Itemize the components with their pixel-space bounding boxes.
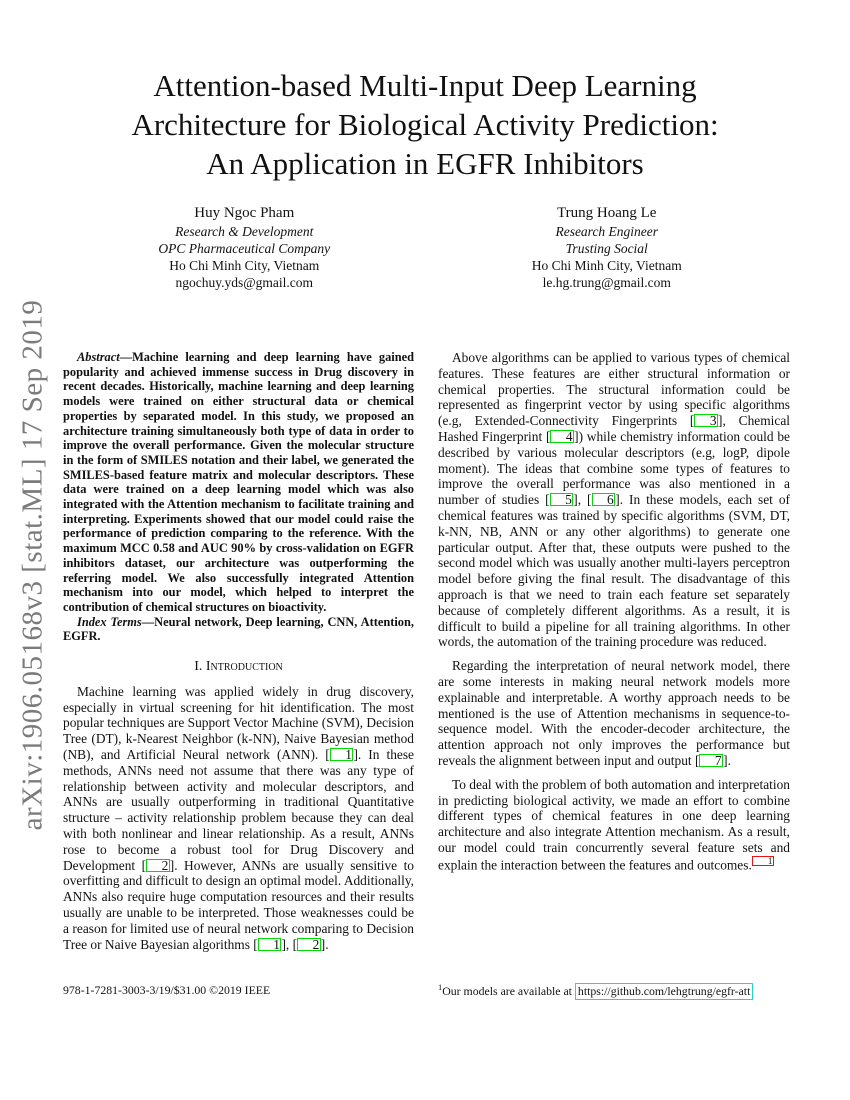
- arxiv-watermark: arXiv:1906.05168v3 [stat.ML] 17 Sep 2019: [16, 299, 49, 831]
- citation-link[interactable]: 2: [297, 938, 321, 951]
- right-column: [438, 350, 790, 873]
- body-paragraph: Regarding the interpretation of neural network model, there are some interests in making neural network models more explainable and interpretable. A worthy approach needs to be mentioned is the use of Attention mechanisms in sequence-to-sequence model. With the encoder-decoder architecture, the attention approach not only improves the performance but reveals the alignment between input and output [ 7 ].: [438, 658, 790, 768]
- citation-link[interactable]: 1: [330, 748, 354, 761]
- ieee-copyright-notice: 978-1-7281-3003-3/19/$31.00 ©2019 IEEE: [63, 983, 271, 997]
- author-block-2: [426, 204, 789, 291]
- author-affiliation: OPC Pharmaceutical Company: [158, 241, 331, 256]
- paper-title-line-1: Attention-based Multi-Input Deep Learning: [153, 68, 697, 103]
- left-column: [63, 350, 414, 952]
- index-terms-body: —Neural network, Deep learning, CNN, Attention, EGFR.: [63, 614, 414, 644]
- abstract-lead: Abstract: [77, 350, 120, 364]
- footnote-marker-link[interactable]: 1: [752, 856, 775, 866]
- author-block-1: [63, 204, 426, 291]
- author-city: Ho Chi Minh City, Vietnam: [169, 258, 320, 273]
- citation-link[interactable]: 7: [699, 754, 723, 767]
- author-email: ngochuy.yds@gmail.com: [175, 275, 314, 290]
- authors-row: [63, 204, 788, 291]
- citation-link[interactable]: 4: [550, 430, 574, 443]
- author-role: Research Engineer: [555, 224, 659, 239]
- body-paragraph: Above algorithms can be applied to various types of chemical features. These features are either structural information or chemical properties. The structural information could be represented as fingerprint vector by using specific algorithms (e.g, Extended-Connectivity Fingerprints [ 3 ], Chemical Hashed Fingerprint [ 4 ]) while chemistry information could be described by various molecular descriptors (e.g, logP, dipole moment). The ideas that combine some types of features to improve the overall performance was also mentioned in a number of studies [ 5 ], [ 6 ]. In these models, each set of chemical features was trained by specific algorithms (SVM, DT, k-NN, NB, ANN or any other algorithms) to generate one particular output. After that, these outputs were pushed to the second model which was usually another multi-layers perceptron model before giving the final result. The disadvantage of this approach is that we need to train each feature set separately because of completely different algorithms. As a result, it is difficult to build a pipeline for all training algorithms. In other words, the automation of the training procedure was reduced.: [438, 350, 790, 650]
- introduction-paragraph: Machine learning was applied widely in drug discovery, especially in virtual screening for hit identification. The most popular techniques are Support Vector Machine (SVM), Decision Tree (DT), k-Nearest Neighbor (k-NN), Naive Bayesian method (NB), and Artificial Neural network (ANN). [ 1 ]. In these methods, ANNs need not assume that there was any type of relationship between activity and molecular descriptors, and ANNs are usually outperforming in traditional Quantitative structure – activity relationship problem because they can deal with both nonlinear and linear relationship. As a result, ANNs rose to become a robust tool for Drug Discovery and Development [ 2 ]. However, ANNs are usually sensitive to overfitting and difficult to design an optimal model. Additionally, ANNs also require huge computation resources and their results usually are unable to be interpreted. Those weaknesses could be a reason for limited use of neural network comparing to Decision Tree or Naive Bayesian algorithms [ 1 ], [ 2 ].: [63, 683, 414, 952]
- author-affiliation: Trusting Social: [565, 241, 648, 256]
- author-role: Research & Development: [175, 224, 314, 239]
- section-heading-introduction: I. Introduction: [194, 659, 283, 675]
- author-name: Huy Ngoc Pham: [194, 205, 295, 221]
- footnote-marker: 1: [438, 982, 443, 992]
- footnote-text: Our models are available at: [442, 983, 575, 998]
- author-email: le.hg.trung@gmail.com: [542, 275, 671, 290]
- citation-link[interactable]: 2: [146, 859, 170, 872]
- citation-link[interactable]: 1: [258, 938, 282, 951]
- abstract-body: —Machine learning and deep learning have gained popularity and achieved immense success in Drug discovery in recent decades. Historically, machine learning and deep learning models were trained on either structural data or chemical properties by separated model. In this study, we proposed an architecture training simultaneously both type of data in order to improve the overall performance. Given the molecular structure in the form of SMILES notation and their label, we generated the SMILES-based feature matrix and molecular descriptors. These data were trained on a deep learning model which was also integrated with the Attention mechanism to facilitate training and interpreting. Experiments showed that our model could raise the performance of prediction comparing to the reference. With the maximum MCC 0.58 and AUC 90% by cross-validation on EGFR inhibitors dataset, our architecture was outperforming the referring model. We also successfully integrated Attention mechanism into our model, which helped to interpret the contribution of chemical structures on bioactivity.: [63, 350, 414, 614]
- paper-title-line-3: An Application in EGFR Inhibitors: [206, 146, 644, 181]
- index-terms-lead: Index Terms: [77, 614, 142, 629]
- index-terms: [63, 615, 414, 644]
- citation-link[interactable]: 3: [694, 414, 718, 427]
- author-city: Ho Chi Minh City, Vietnam: [531, 258, 682, 273]
- citation-link[interactable]: 5: [550, 493, 574, 506]
- citation-link[interactable]: 6: [592, 493, 616, 506]
- footnote: [438, 982, 790, 1000]
- author-name: Trung Hoang Le: [557, 205, 657, 221]
- paper-title: [85, 66, 765, 183]
- body-paragraph: To deal with the problem of both automation and interpretation in predicting biological activity, we made an effort to combine different types of chemical features in one deep learning architecture and also integrate Attention mechanism. As a result, our model could train concurrently several feature sets and explain the interaction between the features and outcomes. 1: [438, 776, 790, 873]
- github-link[interactable]: https://github.com/lehgtrung/egfr-att: [575, 983, 753, 1000]
- abstract: [63, 350, 414, 644]
- paper-title-line-2: Architecture for Biological Activity Prediction:: [131, 107, 719, 142]
- abstract-paragraph: [63, 350, 414, 615]
